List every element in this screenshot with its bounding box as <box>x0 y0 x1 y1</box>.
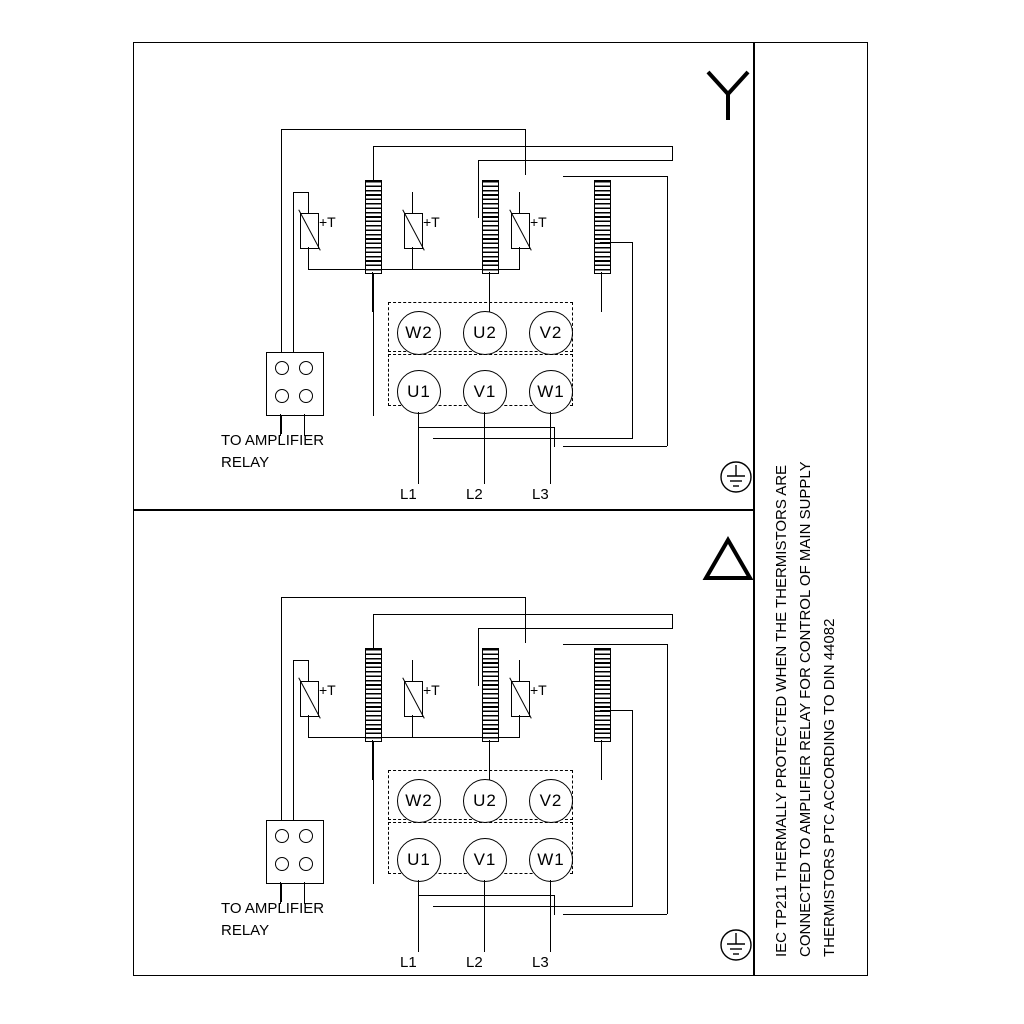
winding-coil-u <box>482 648 499 742</box>
terminal-w2[interactable] <box>397 311 441 355</box>
star-wye-symbol <box>698 62 758 122</box>
amplifier-relay-connector[interactable] <box>266 820 324 884</box>
earth-ground-icon <box>716 925 756 965</box>
amplifier-relay-connector[interactable] <box>266 352 324 416</box>
terminal-label: V1 <box>473 850 497 869</box>
terminal-label: V1 <box>473 382 497 401</box>
note-line-3: THERMISTORS PTC ACCORDING TO DIN 44082 <box>821 618 838 957</box>
note-line-2: CONNECTED TO AMPLIFIER RELAY FOR CONTROL OF MAIN SUPPLY <box>797 461 814 957</box>
supply-label-l3: L3 <box>532 486 549 503</box>
amplifier-text-line1: TO AMPLIFIER <box>221 900 325 917</box>
terminal-w2[interactable] <box>397 779 441 823</box>
amplifier-text-line1: TO AMPLIFIER <box>221 432 325 449</box>
terminal-w1[interactable] <box>529 838 573 882</box>
terminal-v1[interactable] <box>463 838 507 882</box>
note-column <box>753 42 868 976</box>
terminal-u1[interactable] <box>397 370 441 414</box>
thermistor-label-1: +T <box>319 214 336 230</box>
supply-label-l3: L3 <box>532 954 549 971</box>
terminal-v2[interactable] <box>529 311 573 355</box>
earth-ground-icon <box>716 457 756 497</box>
terminal-label: W1 <box>537 382 565 401</box>
amplifier-text-line2: RELAY <box>221 454 270 471</box>
terminal-label: U2 <box>473 323 497 342</box>
terminal-label: V2 <box>539 791 563 810</box>
thermistor-label-1: +T <box>319 682 336 698</box>
note-line-1: IEC TP211 THERMALLY PROTECTED WHEN THE THERMISTORS ARE <box>773 464 790 957</box>
terminal-label: V2 <box>539 323 563 342</box>
supply-label-l1: L1 <box>400 954 417 971</box>
winding-coil-v <box>594 180 611 274</box>
winding-coil-w <box>365 180 382 274</box>
winding-coil-w <box>365 648 382 742</box>
terminal-u2[interactable] <box>463 311 507 355</box>
terminal-v2[interactable] <box>529 779 573 823</box>
winding-coil-u <box>482 180 499 274</box>
terminal-label: W2 <box>405 791 433 810</box>
thermistor-label-2: +T <box>423 682 440 698</box>
thermistor-label-3: +T <box>530 682 547 698</box>
supply-label-l1: L1 <box>400 486 417 503</box>
panel-star <box>133 42 753 509</box>
terminal-label: W2 <box>405 323 433 342</box>
delta-triangle-symbol <box>698 530 758 590</box>
amplifier-text-line2: RELAY <box>221 922 270 939</box>
terminal-w1[interactable] <box>529 370 573 414</box>
panel-delta <box>133 510 753 977</box>
supply-label-l2: L2 <box>466 486 483 503</box>
terminal-u1[interactable] <box>397 838 441 882</box>
terminal-label: U2 <box>473 791 497 810</box>
terminal-label: U1 <box>407 382 431 401</box>
thermistor-label-3: +T <box>530 214 547 230</box>
terminal-label: W1 <box>537 850 565 869</box>
terminal-label: U1 <box>407 850 431 869</box>
thermistor-label-2: +T <box>423 214 440 230</box>
winding-coil-v <box>594 648 611 742</box>
supply-label-l2: L2 <box>466 954 483 971</box>
terminal-u2[interactable] <box>463 779 507 823</box>
terminal-v1[interactable] <box>463 370 507 414</box>
